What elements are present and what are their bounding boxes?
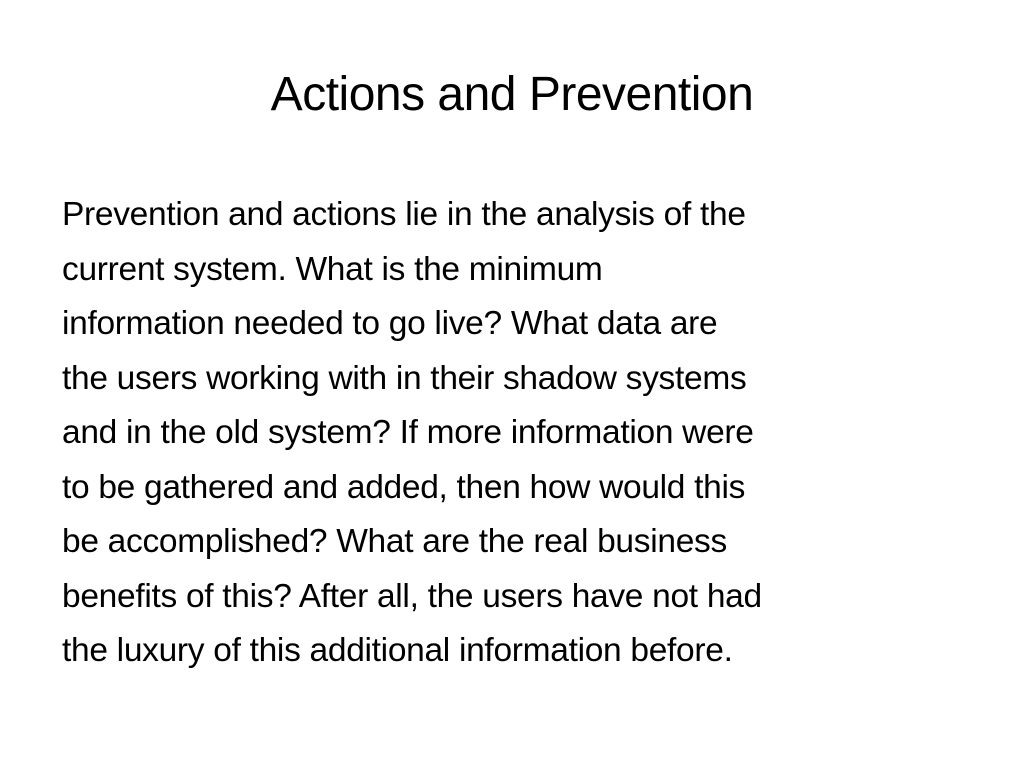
body-line: and in the old system? If more information were (62, 414, 754, 451)
body-line: current system. What is the minimum (62, 250, 603, 288)
body-line: be accomplished? What are the real business (62, 523, 727, 560)
body-line: the luxury of this additional information before. (62, 632, 733, 669)
body-line: to be gathered and added, then how would this (62, 468, 746, 506)
body-line: the users working with in their shadow systems (62, 359, 747, 397)
slide-body-text (62, 188, 982, 679)
body-line: benefits of this? After all, the users have not had (62, 577, 762, 615)
body-line: Prevention and actions lie in the analysis of the (62, 196, 746, 233)
slide-title: Actions and Prevention (270, 68, 754, 121)
body-line: information needed to go live? What data are (62, 305, 718, 342)
